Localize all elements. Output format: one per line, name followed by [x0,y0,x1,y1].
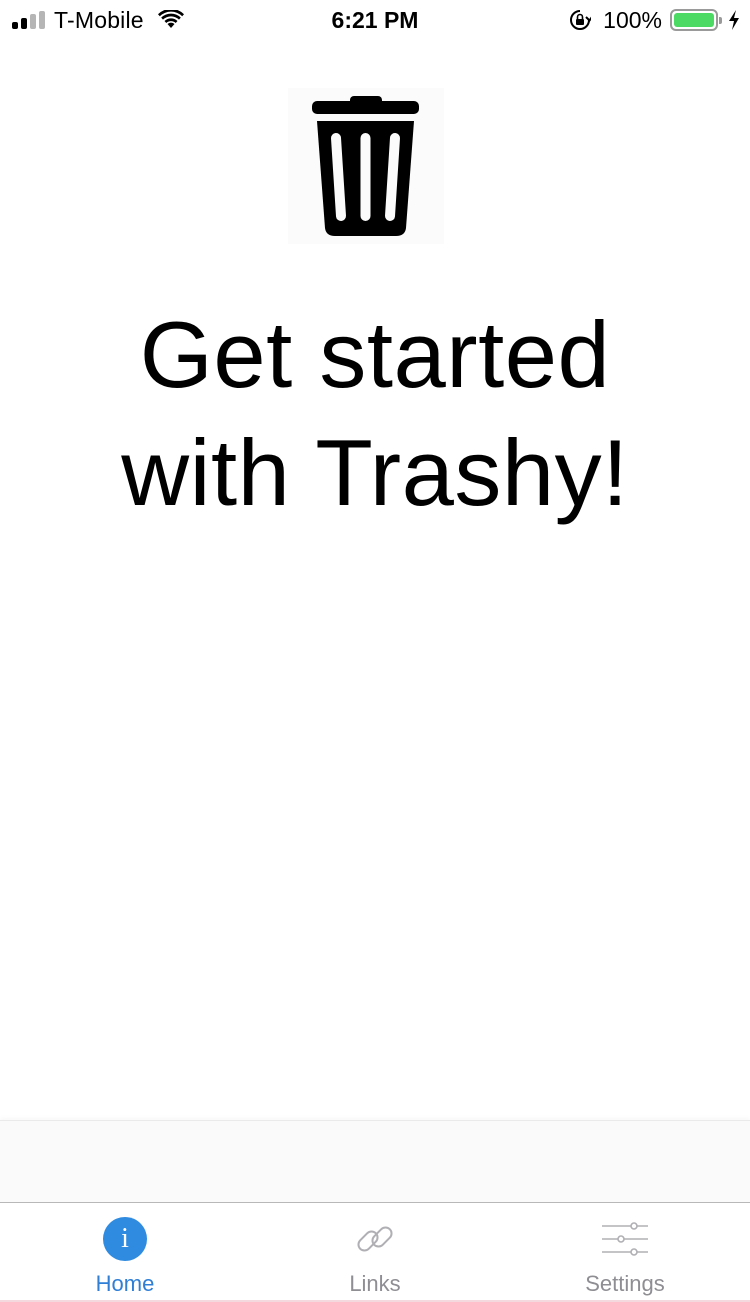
clock: 6:21 PM [331,7,419,33]
sliders-icon [601,1219,649,1259]
headline-line-2: with Trashy! [121,420,629,525]
charging-bolt-icon [728,10,740,30]
tab-home-label: Home [95,1271,155,1296]
carrier-name: T-Mobile [54,6,144,33]
welcome-headline [0,296,750,532]
battery-icon [670,9,718,31]
tab-bar [0,1202,750,1302]
tab-links-label: Links [349,1271,401,1296]
tab-links[interactable] [250,1203,500,1302]
tab-settings[interactable] [500,1203,750,1302]
rotation-lock-icon [569,9,591,31]
info-icon: i [103,1217,147,1261]
tab-home[interactable] [0,1203,250,1302]
banner-area [0,1120,750,1202]
link-icon [352,1216,398,1262]
status-bar [0,0,750,40]
status-right [569,6,740,34]
headline-line-1: Get started [139,302,611,407]
trash-can-icon [288,88,444,244]
tab-settings-label: Settings [585,1271,665,1296]
battery-percentage: 100% [603,6,662,33]
